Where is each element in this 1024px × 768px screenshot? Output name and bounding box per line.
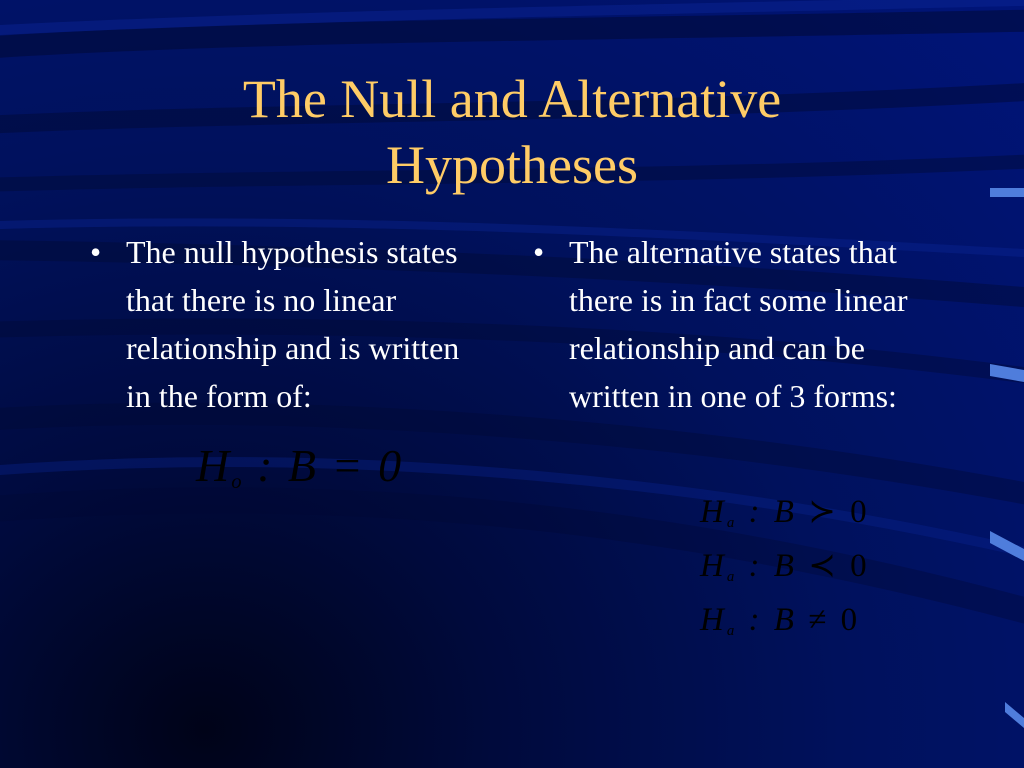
formula-colon: :	[748, 548, 763, 584]
formula-subscript: a	[726, 623, 738, 640]
null-hypothesis-text: The null hypothesis states that there is no linear relationship and is written in the form of:	[126, 234, 460, 414]
formula-operator: =	[331, 440, 365, 491]
formula-variable: B	[773, 602, 797, 638]
formula-variable: B	[287, 440, 319, 491]
alternative-formula-greater	[700, 492, 870, 538]
null-hypothesis-bullet	[90, 228, 490, 420]
alternative-formula-not-equal	[700, 600, 860, 646]
formula-operator: ≻	[808, 494, 839, 530]
formula-subscript: o	[231, 471, 244, 494]
formula-colon: :	[748, 494, 763, 530]
formula-operator: ≠	[808, 602, 830, 638]
formula-symbol: H	[700, 602, 727, 638]
slide-title-line-2: Hypotheses	[386, 135, 638, 195]
formula-symbol: H	[700, 548, 727, 584]
alternative-hypothesis-text: The alternative states that there is in fact some linear relationship and can be written in one of 3 forms:	[569, 234, 908, 414]
formula-operator: ≺	[808, 548, 839, 584]
formula-value: 0	[840, 602, 861, 638]
formula-subscript: a	[726, 569, 738, 586]
formula-subscript: a	[726, 515, 738, 532]
formula-symbol: H	[196, 440, 232, 491]
formula-symbol: H	[700, 494, 727, 530]
formula-colon: :	[257, 440, 275, 491]
formula-value: 0	[378, 440, 404, 491]
formula-variable: B	[773, 494, 797, 530]
alternative-hypothesis-bullet	[533, 228, 943, 420]
bullet-marker: •	[90, 234, 102, 270]
formula-value: 0	[850, 494, 870, 530]
formula-variable: B	[773, 548, 797, 584]
slide-title-line-1: The Null and Alternative	[242, 69, 782, 129]
slide-title	[0, 66, 1024, 198]
alternative-formula-less	[700, 546, 870, 592]
bullet-marker: •	[533, 234, 545, 270]
formula-value: 0	[850, 548, 870, 584]
formula-colon: :	[748, 602, 763, 638]
null-hypothesis-formula	[196, 436, 403, 505]
